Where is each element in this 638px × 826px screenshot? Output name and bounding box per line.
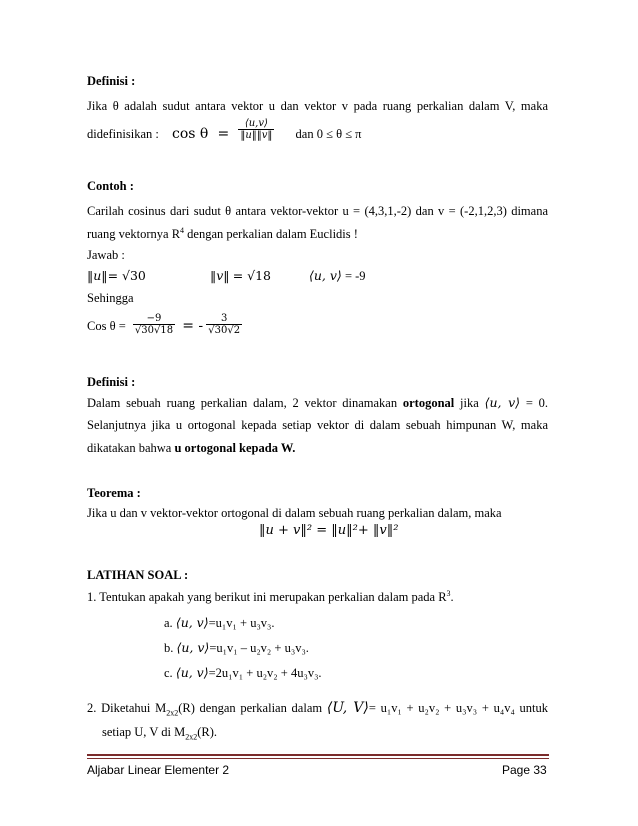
- definition-heading: Definisi :: [87, 74, 136, 88]
- inner-product-result: ⟨u, v⟩ = -9: [309, 268, 366, 283]
- page-number: Page 33: [502, 763, 547, 777]
- cosine-definition-formula: [87, 118, 362, 146]
- footer-rule: [87, 754, 549, 756]
- norm-u-result: ‖u‖= √30: [87, 268, 146, 283]
- example-text-line: Carilah cosinus dari sudut θ antara vektor-vektor u = (4,3,1,-2) dan v = (-2,1,2,3) dimana: [87, 204, 548, 218]
- theorem-text-line: Jika u dan v vektor-vektor ortogonal di dalam sebuah ruang perkalian dalam, maka: [87, 506, 502, 520]
- equals-minus: = -: [182, 317, 204, 334]
- equals-sign: =: [217, 125, 230, 142]
- exercise-question-2-cont: setiap U, V di $M_{2x2}(R)$.: [102, 725, 218, 742]
- fraction-numerator: ⟨u,v⟩: [244, 118, 268, 129]
- exercise-option-a: a. ⟨u, v⟩=u₁v₁ + u₃v₃.: [164, 615, 275, 630]
- cos-theta: cos θ: [172, 125, 209, 142]
- result-fraction-2: $\frac{3}{√30√2}$: [208, 313, 241, 336]
- exercise-option-c: c. ⟨u, v⟩=2u₁v₁ + u₂v₂ + 4u₃v₃.: [164, 665, 322, 680]
- cosine-result-formula: [87, 313, 242, 338]
- example-text-line: ruang vektornya $R^4$ dengan perkalian dalam Euclidis !: [87, 225, 358, 241]
- pythagorean-formula: ‖u + v‖² = ‖u‖²+ ‖v‖²: [259, 523, 399, 538]
- angle-range: dan 0 ≤ θ ≤ π: [295, 126, 362, 141]
- orthogonal-definition-line: dikatakan bahwa u ortogonal kepada W.: [87, 441, 296, 455]
- exercise-option-b: b. ⟨u, v⟩=u₁v₁ – u₂v₂ + u₃v₃.: [164, 640, 309, 655]
- orthogonal-definition-line: Selanjutnya jika u ortogonal kepada setiap vektor di dalam sebuah himpunan W, maka: [87, 418, 548, 432]
- exercise-question-1: 1. Tentukan apakah yang berikut ini merupakan perkalian dalam pada $R^3$.: [87, 588, 454, 604]
- norm-v-result: ‖v‖ = √18: [210, 268, 272, 283]
- cosine-fraction: [238, 119, 274, 141]
- fraction-denominator: ‖u‖‖v‖: [240, 130, 273, 141]
- formula-lead: didefinisikan :: [87, 126, 159, 141]
- footer-title: Aljabar Linear Elementer 2: [87, 763, 230, 777]
- footer-rule-thin: [87, 758, 549, 759]
- definition-text-line: Jika θ adalah sudut antara vektor u dan vektor v pada ruang perkalian dalam V, maka: [87, 99, 548, 113]
- orthogonal-definition-line: Dalam sebuah ruang perkalian dalam, 2 vektor dinamakan ortogonal jika ⟨u, v⟩ = 0.: [87, 395, 549, 410]
- hence-label: Sehingga: [87, 291, 134, 305]
- exercise-heading: LATIHAN SOAL :: [87, 568, 189, 582]
- definition-heading: Definisi :: [87, 375, 136, 389]
- answer-label: Jawab :: [87, 248, 125, 262]
- example-heading: Contoh :: [87, 179, 134, 193]
- cos-theta-label: Cos θ =: [87, 318, 126, 333]
- exercise-question-2: 2. Diketahui $M_{2x2}(R)$ dengan perkalian dalam ⟨U, V⟩= u₁v₁ + u₂v₂ + u₃v₃ + u₄v₄ untuk: [87, 700, 548, 718]
- theorem-heading: Teorema :: [87, 486, 141, 500]
- result-fraction-1: $\frac{-9}{√30√18}$: [134, 313, 174, 336]
